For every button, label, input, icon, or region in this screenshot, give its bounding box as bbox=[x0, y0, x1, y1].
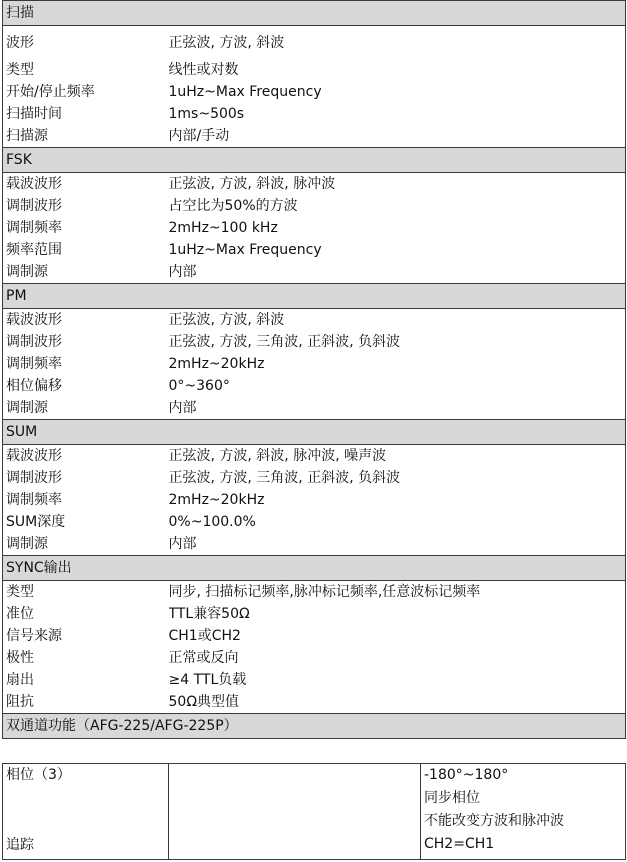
spec-row bbox=[3, 511, 626, 533]
spec-row bbox=[3, 625, 626, 647]
spec-value: ≥4 TTL负载 bbox=[169, 669, 626, 691]
dual-empty-cell bbox=[169, 764, 421, 860]
section-header bbox=[3, 284, 626, 309]
spec-row bbox=[3, 647, 626, 669]
spec-row bbox=[3, 59, 626, 81]
spec-label: 开始/停止频率 bbox=[3, 81, 169, 103]
dual-label-cell bbox=[3, 764, 169, 860]
spec-value: 占空比为50%的方波 bbox=[169, 195, 626, 217]
spec-label: 调制波形 bbox=[3, 195, 169, 217]
spec-value: 50Ω典型值 bbox=[169, 691, 626, 714]
spec-label: 类型 bbox=[3, 59, 169, 81]
spec-row bbox=[3, 103, 626, 125]
section-title: FSK bbox=[3, 148, 626, 173]
spec-value: 正常或反向 bbox=[169, 647, 626, 669]
spec-value: 正弦波, 方波, 斜波 bbox=[169, 309, 626, 332]
spec-value: 0°~360° bbox=[169, 375, 626, 397]
spec-row bbox=[3, 26, 626, 60]
spec-row bbox=[3, 603, 626, 625]
spec-row bbox=[3, 195, 626, 217]
spec-label: 阻抗 bbox=[3, 691, 169, 714]
track-value: CH2=CH1 bbox=[424, 836, 495, 852]
section-header bbox=[3, 556, 626, 581]
spec-row bbox=[3, 691, 626, 714]
spec-label: 调制频率 bbox=[3, 217, 169, 239]
section-header bbox=[3, 1, 626, 26]
spec-row bbox=[3, 467, 626, 489]
spec-row bbox=[3, 397, 626, 420]
spec-value: 内部/手动 bbox=[169, 125, 626, 148]
spec-value: 线性或对数 bbox=[169, 59, 626, 81]
spec-label: 调制源 bbox=[3, 533, 169, 556]
spec-label: 调制频率 bbox=[3, 353, 169, 375]
spec-value: 内部 bbox=[169, 533, 626, 556]
note-value: 不能改变方波和脉冲波 bbox=[424, 813, 564, 829]
spec-value: 内部 bbox=[169, 397, 626, 420]
spec-value: 2mHz~20kHz bbox=[169, 353, 626, 375]
spec-label: 扫描时间 bbox=[3, 103, 169, 125]
spec-value: 1uHz~Max Frequency bbox=[169, 239, 626, 261]
spec-row bbox=[3, 309, 626, 332]
spec-table-body bbox=[3, 1, 626, 739]
spec-label: 调制源 bbox=[3, 261, 169, 284]
spec-label: 载波波形 bbox=[3, 309, 169, 332]
spec-label: 类型 bbox=[3, 581, 169, 604]
spec-value: 内部 bbox=[169, 261, 626, 284]
spec-row bbox=[3, 669, 626, 691]
spec-row bbox=[3, 533, 626, 556]
dual-channel-row bbox=[3, 764, 626, 860]
spec-row bbox=[3, 173, 626, 196]
spec-label: 准位 bbox=[3, 603, 169, 625]
section-header bbox=[3, 420, 626, 445]
spec-value: 正弦波, 方波, 斜波, 脉冲波 bbox=[169, 173, 626, 196]
spec-row bbox=[3, 331, 626, 353]
spec-row bbox=[3, 489, 626, 511]
spec-value: 2mHz~20kHz bbox=[169, 489, 626, 511]
spec-row bbox=[3, 125, 626, 148]
spec-value: 正弦波, 方波, 三角波, 正斜波, 负斜波 bbox=[169, 467, 626, 489]
section-title: SYNC输出 bbox=[3, 556, 626, 581]
spec-row bbox=[3, 375, 626, 397]
spec-label: 波形 bbox=[3, 26, 169, 60]
spec-label: 载波波形 bbox=[3, 173, 169, 196]
spec-label: SUM深度 bbox=[3, 511, 169, 533]
spec-value: 0%~100.0% bbox=[169, 511, 626, 533]
spec-label: 扫描源 bbox=[3, 125, 169, 148]
section-title: 扫描 bbox=[3, 1, 626, 26]
spec-row bbox=[3, 445, 626, 468]
spec-value: 2mHz~100 kHz bbox=[169, 217, 626, 239]
spec-value: TTL兼容50Ω bbox=[169, 603, 626, 625]
spec-label: 相位偏移 bbox=[3, 375, 169, 397]
spec-label: 调制频率 bbox=[3, 489, 169, 511]
spec-row bbox=[3, 81, 626, 103]
section-title: 双通道功能（AFG-225/AFG-225P） bbox=[3, 714, 626, 739]
section-title: PM bbox=[3, 284, 626, 309]
spec-table bbox=[2, 0, 626, 739]
section-header bbox=[3, 714, 626, 739]
section-header bbox=[3, 148, 626, 173]
phase-label: 相位（3） bbox=[6, 767, 71, 783]
spec-label: 信号来源 bbox=[3, 625, 169, 647]
spec-label: 扇出 bbox=[3, 669, 169, 691]
spec-label: 载波波形 bbox=[3, 445, 169, 468]
spec-value: CH1或CH2 bbox=[169, 625, 626, 647]
spec-value: 正弦波, 方波, 斜波, 脉冲波, 噪声波 bbox=[169, 445, 626, 468]
spec-row bbox=[3, 217, 626, 239]
spec-label: 调制源 bbox=[3, 397, 169, 420]
spec-value: 正弦波, 方波, 三角波, 正斜波, 负斜波 bbox=[169, 331, 626, 353]
spec-value: 1uHz~Max Frequency bbox=[169, 81, 626, 103]
sync-phase-value: 同步相位 bbox=[424, 790, 480, 806]
spec-label: 频率范围 bbox=[3, 239, 169, 261]
track-label: 追踪 bbox=[6, 837, 34, 853]
spec-row bbox=[3, 581, 626, 604]
spec-label: 极性 bbox=[3, 647, 169, 669]
spec-label: 调制波形 bbox=[3, 467, 169, 489]
spec-row bbox=[3, 353, 626, 375]
phase-range-value: -180°~180° bbox=[424, 767, 509, 783]
spec-row bbox=[3, 239, 626, 261]
dual-value-cell bbox=[421, 764, 626, 860]
section-title: SUM bbox=[3, 420, 626, 445]
spec-value: 1ms~500s bbox=[169, 103, 626, 125]
spec-value: 正弦波, 方波, 斜波 bbox=[169, 26, 626, 60]
spec-row bbox=[3, 261, 626, 284]
spec-label: 调制波形 bbox=[3, 331, 169, 353]
dual-channel-table bbox=[2, 763, 626, 860]
spec-value: 同步, 扫描标记频率,脉冲标记频率,任意波标记频率 bbox=[169, 581, 626, 604]
